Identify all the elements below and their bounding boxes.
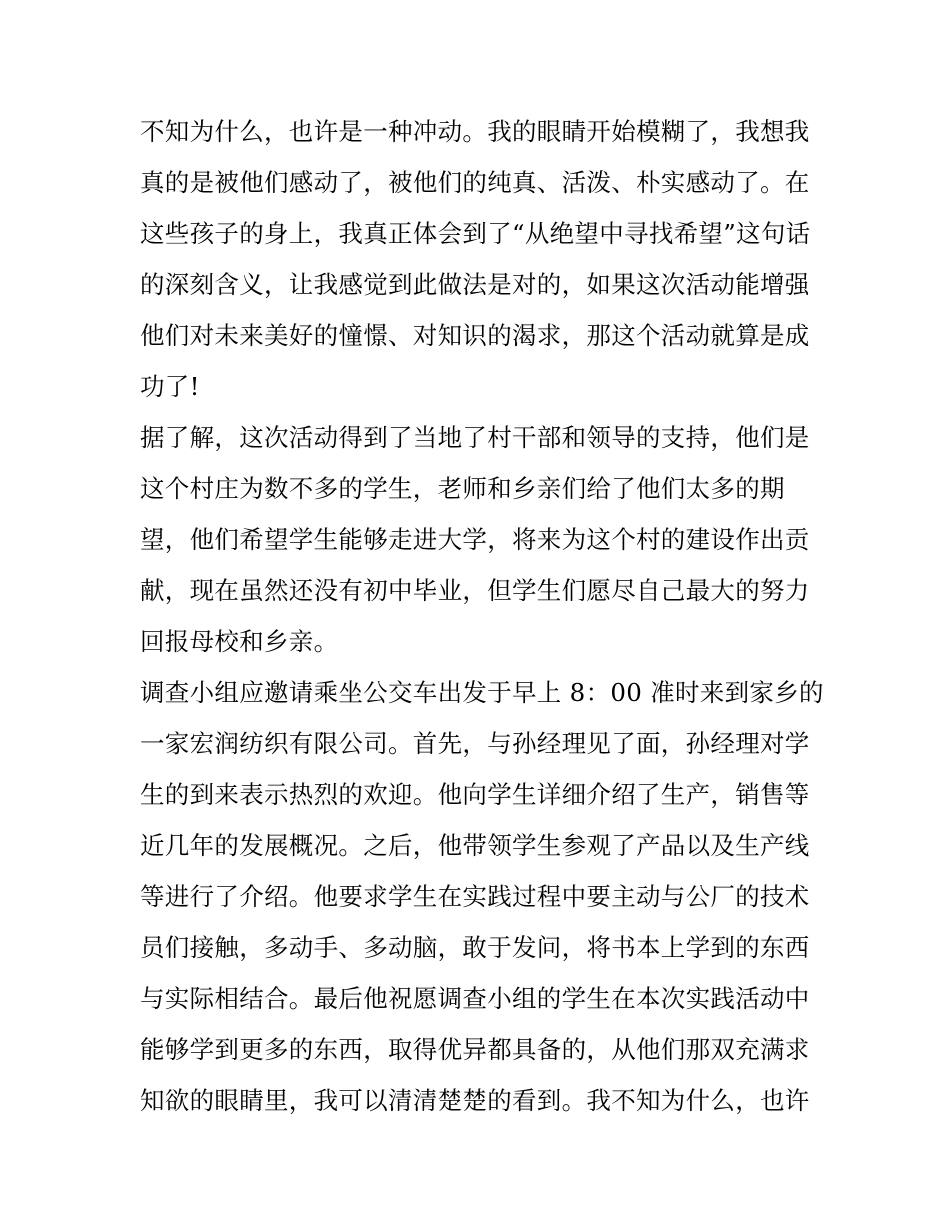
text-line-15: 近几年的发展概况。之后，他带领学生参观了产品以及生产线 <box>140 831 810 860</box>
text-line-8: 这个村庄为数不多的学生，老师和乡亲们给了他们太多的期 <box>140 474 785 503</box>
text-line-1: 不知为什么，也许是一种冲动。我的眼睛开始模糊了，我想我 <box>140 117 810 146</box>
text-line-5: 他们对未来美好的憧憬、对知识的渴求，那这个活动就算是成 <box>140 321 810 350</box>
text-line-3: 这些孩子的身上，我真正体会到了“从绝望中寻找希望”这句话 <box>140 219 811 248</box>
text-line-9: 望，他们希望学生能够走进大学，将来为这个村的建设作出贡 <box>140 525 810 554</box>
text-line-2: 真的是被他们感动了，被他们的纯真、活泼、朴实感动了。在 <box>140 168 810 197</box>
text-line-13: 一家宏润纺织有限公司。首先，与孙经理见了面，孙经理对学 <box>140 729 810 758</box>
text-line-11: 回报母校和乡亲。 <box>140 627 339 656</box>
text-line-17: 员们接触，多动手、多动脑，敢于发问，将书本上学到的东西 <box>140 933 810 962</box>
text-line-20: 知欲的眼睛里，我可以清清楚楚的看到。我不知为什么，也许 <box>140 1086 810 1115</box>
text-line-12: 调查小组应邀请乘坐公交车出发于早上 8：00 准时来到家乡的 <box>140 678 824 707</box>
text-line-19: 能够学到更多的东西，取得优异都具备的，从他们那双充满求 <box>140 1035 810 1064</box>
text-line-6: 功了! <box>140 372 200 401</box>
text-line-18: 与实际相结合。最后他祝愿调查小组的学生在本次实践活动中 <box>140 984 810 1013</box>
text-line-4: 的深刻含义，让我感觉到此做法是对的，如果这次活动能增强 <box>140 270 810 299</box>
text-line-14: 生的到来表示热烈的欢迎。他向学生详细介绍了生产，销售等 <box>140 780 810 809</box>
text-line-16: 等进行了介绍。他要求学生在实践过程中要主动与公厂的技术 <box>140 882 810 911</box>
text-line-10: 献，现在虽然还没有初中毕业，但学生们愿尽自己最大的努力 <box>140 576 810 605</box>
text-line-7: 据了解，这次活动得到了当地了村干部和领导的支持，他们是 <box>140 423 810 452</box>
document-body-text <box>140 106 824 1126</box>
